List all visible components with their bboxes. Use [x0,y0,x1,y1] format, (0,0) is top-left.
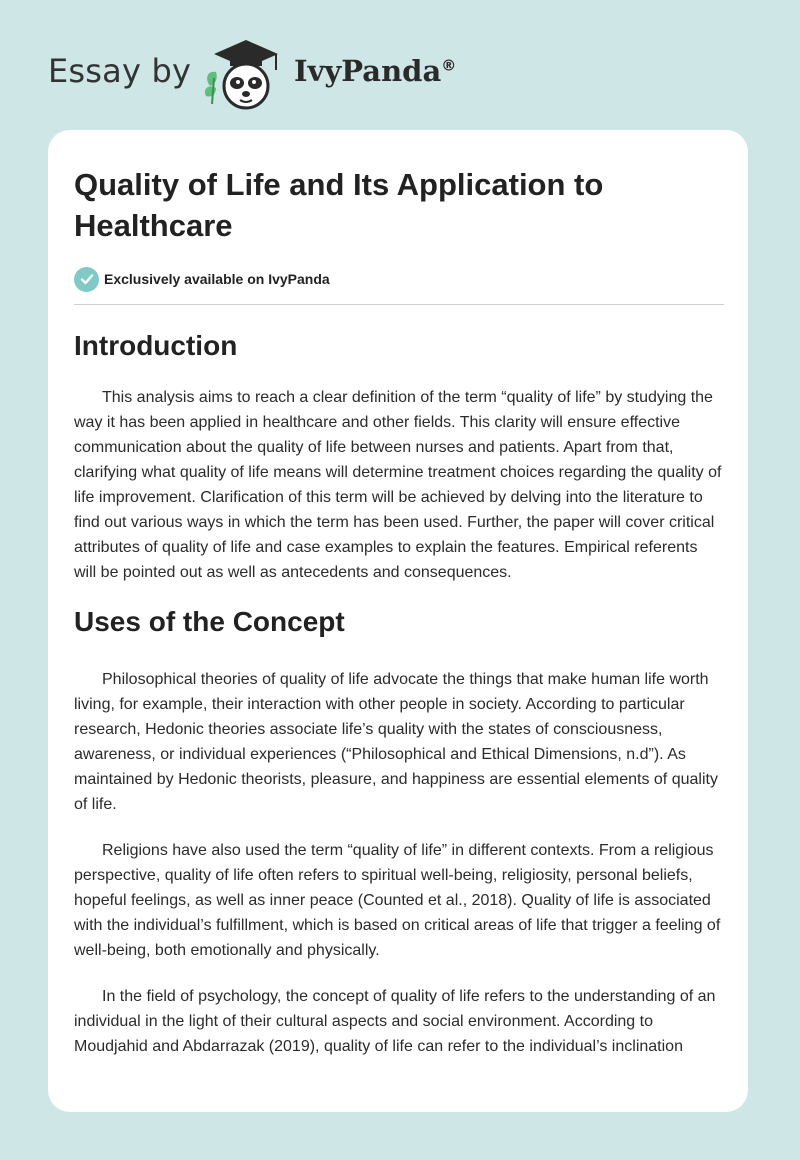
paragraph: Religions have also used the term “quality of life” in different contexts. From a religious perspective, quality of life often refers to spiritual well-being, religiosity, personal beliefs, hopeful feelings, as well as inner peace (Counted et al., 2018). Quality of life is associated with the individual’s fulfillment, which is based on critical areas of life that trigger a feeling of well-being, both emotionally and physically. [74,842,721,959]
check-circle-icon [74,267,99,292]
site-header [48,34,548,114]
divider [74,304,724,305]
paragraph: Philosophical theories of quality of life advocate the things that make human life worth living, for example, their interaction with other people in society. According to particular research, Hedonic theories associate life’s quality with the states of consciousness, awareness, or individual experiences (“Philosophical and Ethical Dimensions, n.d”). As maintained by Hedonic theorists, pleasure, and happiness are essential elements of quality of life. [74,671,718,813]
paragraph: This analysis aims to reach a clear definition of the term “quality of life” by studying the way it has been applied in healthcare and other fields. This clarity will ensure effective communication about the quality of life between nurses and patients. Apart from that, clarifying what quality of life means will determine treatment choices regarding the quality of life improvement. Clarification of this term will be achieved by delving into the literature to find out various ways in which the term has been used. Further, the paper will cover critical attributes of quality of life and case examples to explain the features. Empirical referents will be pointed out as well as antecedents and consequences. [74,389,722,581]
brand-name[interactable]: IvyPanda® [294,54,457,88]
article-card [48,130,748,1112]
section-heading-uses-of-concept: Uses of the Concept [74,606,345,637]
exclusive-badge [74,266,724,292]
exclusive-label: Exclusively available on IvyPanda [104,271,330,287]
paragraph: In the field of psychology, the concept of quality of life refers to the understanding of an individual in the light of their cultural aspects and social environment. According to Moudjahid and Abdarrazak (2019), quality of life can refer to the individual’s inclination [74,988,716,1055]
section-heading-introduction: Introduction [74,330,238,361]
essay-by-label: Essay by [48,52,192,90]
panda-logo-icon[interactable] [200,34,292,115]
article-title: Quality of Life and Its Application to Healthcare [74,167,604,243]
